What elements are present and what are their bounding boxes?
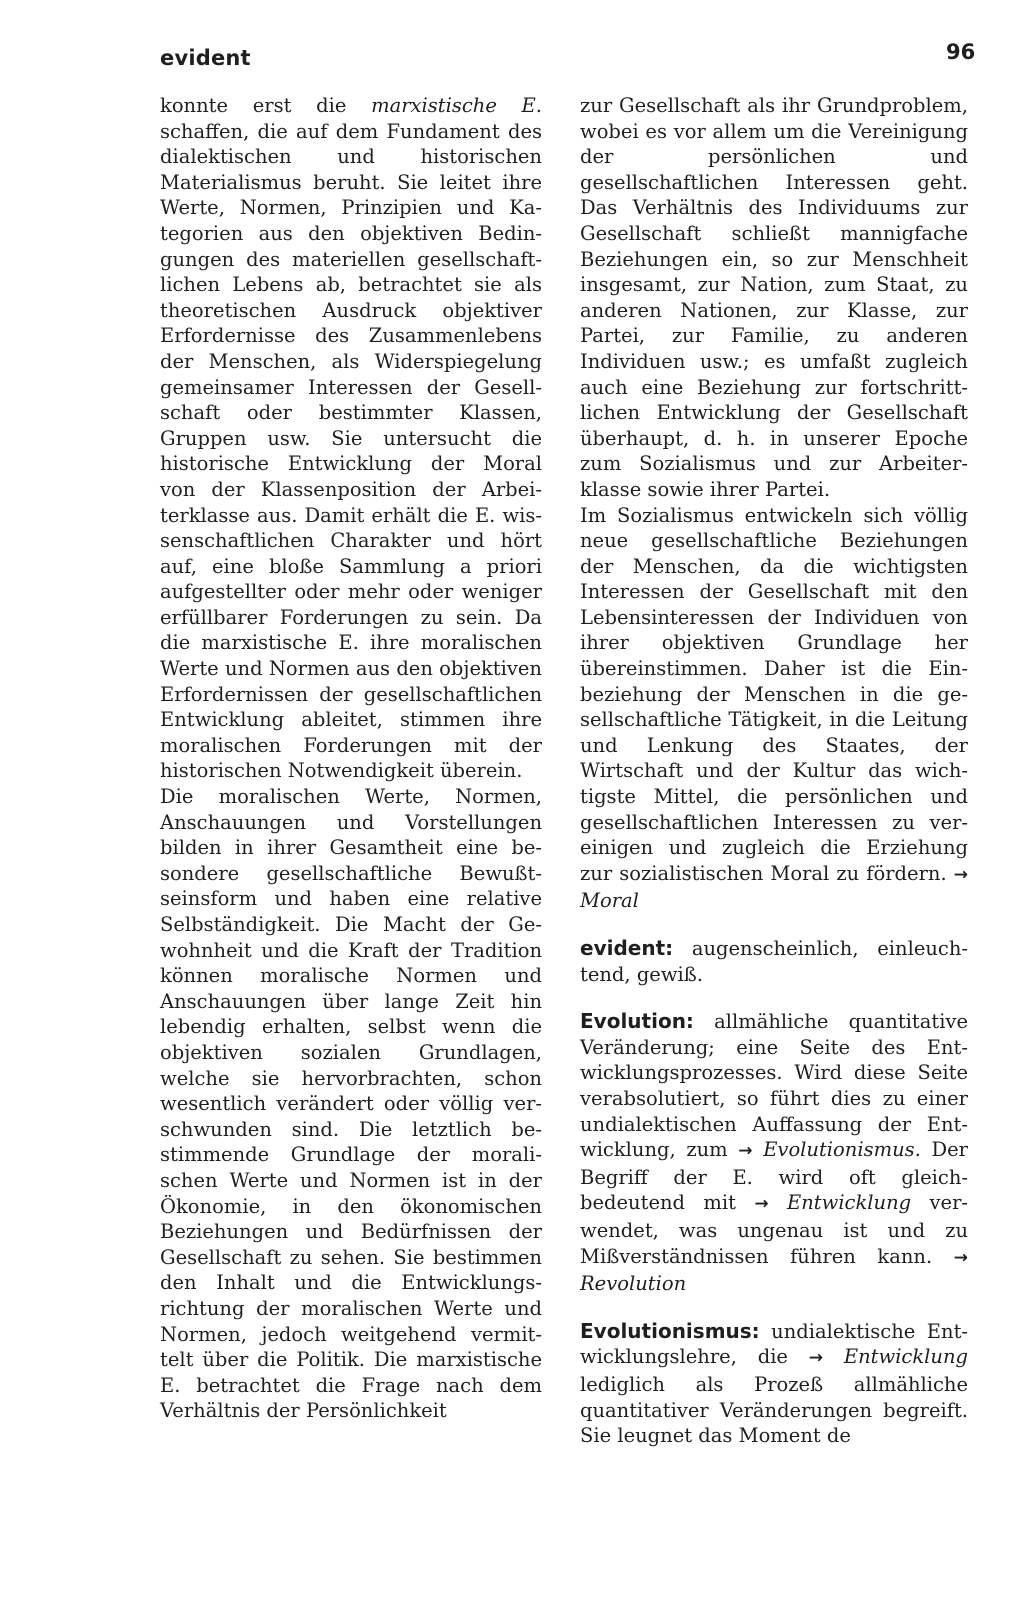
definition-text: Der Begriff der E. wird oft gleichbedeutend mit xyxy=(580,1138,968,1215)
ethics-paragraph-2: Die moralischen Werte, Normen, Anschauungen und Vorstellungen bilden in ihrer Gesamtheit eine besondere gesellschaftliche Bewußtseinsform und haben eine relative Selbständigkeit. Die Macht der Gewohnheit und die Kraft der Tradition können moralische Normen und Anschauungen über lange Zeit hin lebendig erhalten, selbst wenn die objektiven sozialen Grundlagen, welche sie hervorbrachten, schon wesentlich verändert oder völlig verschwunden sind. Die letztlich bestimmende Grundlage der moralischen Werte und Normen ist in der Ökonomie, in den ökonomischen Beziehungen und Bedürfnissen der Gesellschaft zu sehen. Sie bestimmen den Inhalt und die Entwicklungsrichtung der moralischen Werte und Normen, jedoch weitgehend vermittelt über die Politik. Die marxistische E. betrachtet die Frage nach dem Verhältnis der Persönlichkeit xyxy=(160,785,542,1423)
cross-reference-revolution[interactable]: Revolution xyxy=(580,1272,687,1296)
definition-text: allmähliche quantitative Veränderung; eine Seite des Entwicklungsprozesses. Wird diese Seite verabsolutiert, so führt dies zu einer undialektischen Auffassung der Entwicklung, zum xyxy=(580,1010,968,1162)
ethics-paragraph-4 xyxy=(580,503,968,915)
cross-reference-moral[interactable]: Moral xyxy=(580,889,639,913)
cross-reference-arrow-icon: → xyxy=(953,1247,968,1268)
entry-evolution xyxy=(580,1009,968,1297)
entry-evolutionismus xyxy=(580,1319,968,1449)
cross-reference-arrow-icon: → xyxy=(754,1194,769,1215)
text-run: schaffen, die auf dem Fundament des dialektischen und historischen Materialismus beruht. Sie leitet ihre Werte, Normen, Prinzipien und Kategorien aus den objektiven Bedingungen des materiellen gesellschaftlichen Lebens ab, betrachtet sie als theoretischen Ausdruck objektiver Erfordernisse des Zusammenlebens der Menschen, als Widerspiegelung gemeinsamer Interessen der Gesellschaft oder bestimmter Klassen, Gruppen usw. Sie untersucht die historische Entwicklung der Moral von der Klassenposition der Arbeiterklasse aus. Damit erhält die E. wissenschaftlichen Charakter und hört auf, eine bloße Sammlung a priori aufgestellter oder mehr oder weniger erfüllbarer Forderungen zu sein. Da die marxistische E. ihre moralischen Werte und Normen aus den objektiven Erfordernissen der gesellschaftlichen Entwicklung ableitet, stimmen ihre moralischen Forderungen mit der historischen Notwendigkeit überein. xyxy=(160,119,542,783)
text-run: konnte erst die xyxy=(160,94,372,117)
right-column xyxy=(580,93,968,1449)
cross-reference-arrow-icon: → xyxy=(738,1141,753,1162)
text-run: Im Sozialismus entwickeln sich völlig neue gesellschaftliche Beziehungen der Menschen, da die wichtigsten Interessen der Gesellschaft mit den Lebensinteressen der Individuen von ihrer objektiven Grundlage her übereinstimmen. Daher ist die Einbeziehung der Menschen in die gesellschaftliche Tätigkeit, in die Leitung und Lenkung des Staates, der Wirtschaft und der Kultur das wichtigste Mittel, die persönlichen und gesellschaftlichen Interessen zu vereinigen und zugleich die Erziehung zur sozialistischen Moral zu fördern. xyxy=(580,503,968,885)
definition-text: verwendet, was ungenau ist und zu Mißverständnissen führen kann. xyxy=(580,1191,968,1268)
cross-reference-arrow-icon: → xyxy=(953,864,968,885)
ethics-paragraph-1 xyxy=(160,93,542,784)
definition-text: lediglich als Prozeß allmähliche quantitativer Veränderungen begreift. Sie leugnet das Moment de xyxy=(580,1372,968,1448)
cross-reference-arrow-icon: → xyxy=(808,1348,824,1369)
cross-reference-entwicklung[interactable]: Entwicklung xyxy=(787,1191,912,1215)
cross-reference-entwicklung[interactable]: Entwicklung xyxy=(843,1345,969,1369)
definition-text: augenscheinlich, einleuchtend, gewiß. xyxy=(580,937,968,986)
ethics-paragraph-3: zur Gesellschaft als ihr Grundproblem, wobei es vor allem um die Vereinigung der persönlichen und gesellschaftlichen Interessen geht. Das Verhältnis des Individuums zur Gesellschaft schließt mannigfache Beziehungen ein, so zur Menschheit insgesamt, zur Nation, zum Staat, zu anderen Nationen, zur Klasse, zur Partei, zur Familie, zu anderen Individuen usw.; es umfaßt zugleich auch eine Beziehung zur fortschrittlichen Entwicklung der Gesellschaft überhaupt, d. h. in unserer Epoche zum Sozialismus und zur Arbeiterklasse sowie ihrer Partei. xyxy=(580,94,968,501)
running-head: evident xyxy=(160,46,251,70)
italic-term: marxistische E. xyxy=(371,94,542,117)
definition-text: undialektische Entwicklungslehre, die xyxy=(580,1319,968,1369)
headword-evident: evident: xyxy=(580,936,674,960)
entry-evident xyxy=(580,936,968,987)
page-number: 96 xyxy=(946,40,976,64)
left-column xyxy=(160,93,542,1424)
headword-evolutionismus: Evolutionismus: xyxy=(580,1318,760,1343)
headword-evolution: Evolution: xyxy=(580,1009,694,1034)
cross-reference-evolutionismus[interactable]: Evolutionismus. xyxy=(763,1138,921,1162)
